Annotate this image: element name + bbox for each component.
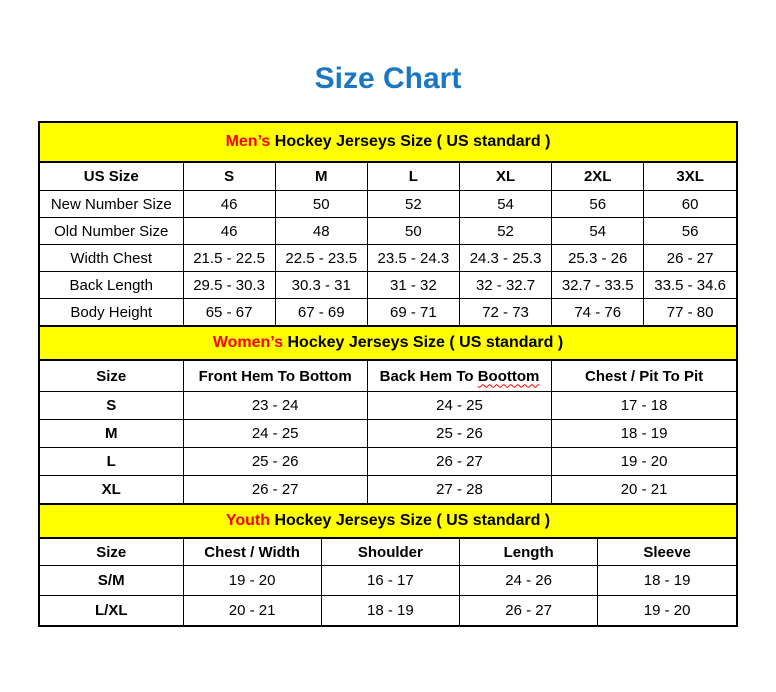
womens-size-table	[40, 361, 736, 503]
column-header: Length	[460, 539, 598, 566]
size-value-cell: 24 - 25	[367, 392, 551, 420]
column-header: XL	[459, 163, 551, 191]
table-header-row	[40, 539, 736, 566]
size-value-cell: 56	[552, 191, 644, 218]
size-value-cell: 67 - 69	[275, 299, 367, 326]
row-label: Body Height	[40, 299, 183, 326]
page-title: Size Chart	[314, 62, 462, 95]
column-header: Chest / Width	[183, 539, 321, 566]
size-value-cell: 23.5 - 24.3	[367, 245, 459, 272]
row-label: New Number Size	[40, 191, 183, 218]
size-value-cell: 18 - 19	[321, 596, 459, 626]
row-label: S	[40, 392, 183, 420]
size-value-cell: 77 - 80	[644, 299, 736, 326]
row-label: Width Chest	[40, 245, 183, 272]
size-value-cell: 56	[644, 218, 736, 245]
row-label: Old Number Size	[40, 218, 183, 245]
size-value-cell: 27 - 28	[367, 476, 551, 504]
table-row	[40, 566, 736, 596]
column-header: Shoulder	[321, 539, 459, 566]
size-value-cell: 65 - 67	[183, 299, 275, 326]
size-value-cell: 50	[275, 191, 367, 218]
column-header	[367, 361, 551, 392]
row-label: Back Length	[40, 272, 183, 299]
mens-size-table	[40, 163, 736, 325]
column-header: Size	[40, 361, 183, 392]
size-value-cell: 54	[459, 191, 551, 218]
size-value-cell: 29.5 - 30.3	[183, 272, 275, 299]
table-header-row	[40, 361, 736, 392]
size-value-cell: 25 - 26	[367, 420, 551, 448]
column-header: L	[367, 163, 459, 191]
size-value-cell: 32.7 - 33.5	[552, 272, 644, 299]
size-value-cell: 25 - 26	[183, 448, 367, 476]
column-header-text: Back Hem To	[379, 367, 478, 385]
size-value-cell: 18 - 19	[552, 420, 736, 448]
table-row	[40, 448, 736, 476]
table-row	[40, 191, 736, 218]
column-header: S	[183, 163, 275, 191]
row-label: L	[40, 448, 183, 476]
youth-section-highlight: Youth	[225, 512, 270, 529]
table-row	[40, 218, 736, 245]
size-value-cell: 19 - 20	[552, 448, 736, 476]
column-header: 2XL	[552, 163, 644, 191]
size-value-cell: 46	[183, 191, 275, 218]
table-row	[40, 245, 736, 272]
column-header: 3XL	[644, 163, 736, 191]
table-row	[40, 392, 736, 420]
size-value-cell: 25.3 - 26	[552, 245, 644, 272]
size-value-cell: 32 - 32.7	[459, 272, 551, 299]
size-value-cell: 19 - 20	[598, 596, 736, 626]
size-value-cell: 26 - 27	[644, 245, 736, 272]
size-value-cell: 21.5 - 22.5	[183, 245, 275, 272]
size-value-cell: 22.5 - 23.5	[275, 245, 367, 272]
size-value-cell: 33.5 - 34.6	[644, 272, 736, 299]
table-row	[40, 420, 736, 448]
size-value-cell: 20 - 21	[552, 476, 736, 504]
size-value-cell: 60	[644, 191, 736, 218]
size-value-cell: 30.3 - 31	[275, 272, 367, 299]
mens-section-highlight: Men’s	[225, 133, 271, 150]
youth-size-table	[40, 539, 736, 625]
table-row	[40, 272, 736, 299]
size-value-cell: 48	[275, 218, 367, 245]
size-value-cell: 52	[367, 191, 459, 218]
size-value-cell: 26 - 27	[367, 448, 551, 476]
column-header: Front Hem To Bottom	[183, 361, 367, 392]
size-value-cell: 17 - 18	[552, 392, 736, 420]
size-value-cell: 18 - 19	[598, 566, 736, 596]
size-chart-container	[38, 121, 738, 627]
table-row	[40, 596, 736, 626]
size-value-cell: 16 - 17	[321, 566, 459, 596]
size-value-cell: 31 - 32	[367, 272, 459, 299]
row-label: S/M	[40, 566, 183, 596]
column-header: US Size	[40, 163, 183, 191]
row-label: L/XL	[40, 596, 183, 626]
size-value-cell: 46	[183, 218, 275, 245]
size-value-cell: 24 - 25	[183, 420, 367, 448]
size-value-cell: 26 - 27	[183, 476, 367, 504]
column-header: Sleeve	[598, 539, 736, 566]
size-value-cell: 24 - 26	[460, 566, 598, 596]
womens-section-highlight: Women’s	[212, 334, 284, 351]
column-header: Size	[40, 539, 183, 566]
size-value-cell: 72 - 73	[459, 299, 551, 326]
size-value-cell: 26 - 27	[460, 596, 598, 626]
womens-section-header	[40, 325, 736, 361]
size-value-cell: 69 - 71	[367, 299, 459, 326]
size-value-cell: 23 - 24	[183, 392, 367, 420]
size-value-cell: 19 - 20	[183, 566, 321, 596]
size-value-cell: 20 - 21	[183, 596, 321, 626]
table-row	[40, 299, 736, 326]
mens-section-title: Hockey Jerseys Size ( US standard )	[270, 133, 551, 150]
youth-section-title: Hockey Jerseys Size ( US standard )	[270, 512, 551, 529]
size-value-cell: 74 - 76	[552, 299, 644, 326]
misspelled-word: Boottom	[477, 367, 540, 385]
size-value-cell: 54	[552, 218, 644, 245]
table-row	[40, 476, 736, 504]
mens-section-header	[40, 123, 736, 163]
row-label: XL	[40, 476, 183, 504]
size-value-cell: 52	[459, 218, 551, 245]
table-header-row	[40, 163, 736, 191]
size-value-cell: 50	[367, 218, 459, 245]
size-value-cell: 24.3 - 25.3	[459, 245, 551, 272]
youth-section-header	[40, 503, 736, 539]
row-label: M	[40, 420, 183, 448]
column-header: Chest / Pit To Pit	[552, 361, 736, 392]
column-header: M	[275, 163, 367, 191]
womens-section-title: Hockey Jerseys Size ( US standard )	[283, 334, 564, 351]
